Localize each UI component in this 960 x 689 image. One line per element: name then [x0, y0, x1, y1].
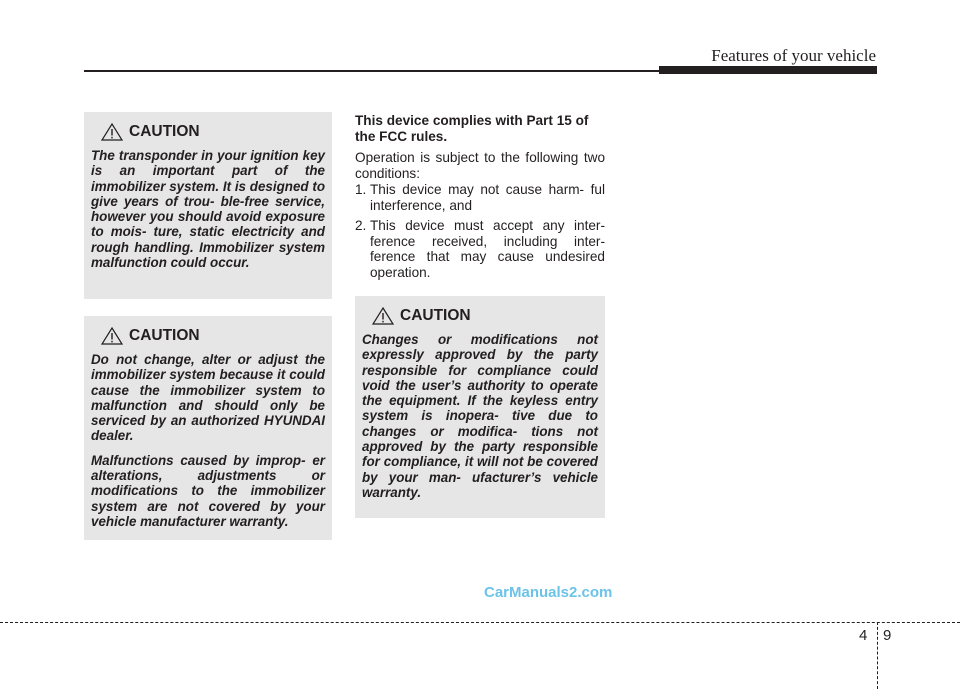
- warning-icon: [101, 123, 123, 141]
- list-item: [355, 218, 605, 280]
- list-item: [355, 182, 605, 213]
- list-text: This device may not cause harm- ful interference, and: [370, 182, 605, 213]
- warning-icon: [372, 307, 394, 325]
- caution-label: CAUTION: [400, 307, 471, 324]
- caution-text: The transponder in your ignition key is an important part of the immobilizer system. It is designed to give years of trou- ble-free service, however you should avoid exposure to mois- ture, static electricity and rough handling. Immobilizer system malfunction could occur.: [91, 148, 325, 271]
- caution-text: Changes or modifications not expressly approved by the party responsible for compliance could void the user’s authority to operate the equipment. If the keyless entry system is inopera- tive due to changes or modifica- tions not approved by the party responsible for compliance, it will not be covered by your man- ufacturer’s vehicle warranty.: [362, 332, 598, 500]
- fcc-intro: Operation is subject to the following two conditions:: [355, 150, 605, 181]
- list-number: 1.: [355, 182, 367, 197]
- warning-icon: [101, 327, 123, 345]
- caution-box-fcc: [355, 296, 605, 518]
- chapter-number: 4: [859, 627, 868, 644]
- footer-rule: [0, 622, 960, 623]
- caution-label: CAUTION: [129, 123, 200, 140]
- page-number: 9: [883, 627, 892, 644]
- watermark-link[interactable]: CarManuals2.com: [484, 584, 613, 601]
- caution-box-transponder: [84, 112, 332, 299]
- section-title: Features of your vehicle: [711, 46, 876, 65]
- fcc-conditions-list: [355, 182, 605, 285]
- caution-label: CAUTION: [129, 327, 200, 344]
- caution-text: Do not change, alter or adjust the immobilizer system because it could cause the immobilizer system to malfunction and should only be serviced by an authorized HYUNDAI dealer.: [91, 352, 325, 444]
- fcc-compliance-title: This device complies with Part 15 of the FCC rules.: [355, 113, 589, 144]
- list-number: 2.: [355, 218, 367, 233]
- caution-box-immobilizer: [84, 316, 332, 540]
- header-rule-bar: [659, 66, 877, 74]
- header-rule: [84, 70, 659, 72]
- footer-divider: [877, 622, 878, 689]
- caution-text: Malfunctions caused by improp- er alterations, adjustments or modifications to the immobilizer system are not covered by your vehicle manufacturer warranty.: [91, 452, 325, 529]
- list-text: This device must accept any inter- ference received, including inter- ference that may cause undesired operation.: [370, 218, 605, 280]
